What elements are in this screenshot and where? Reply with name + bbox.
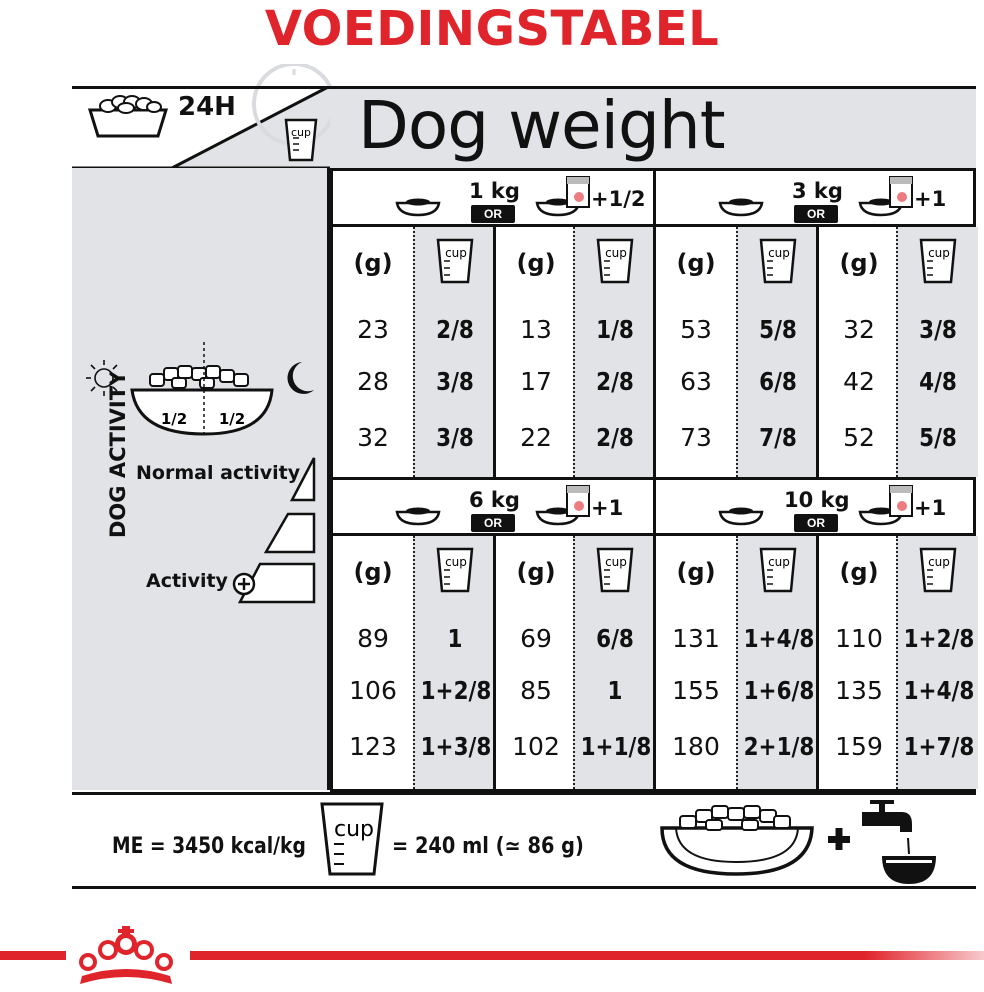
cup-icon (435, 237, 475, 285)
grams-unit: (g) (516, 558, 556, 586)
table-cell: 1+4/8 (743, 624, 815, 653)
table-cell: 1+4/8 (903, 676, 975, 705)
cup-equivalence: = 240 ml (≃ 86 g) (392, 834, 584, 859)
weight-header (656, 480, 973, 536)
footer-cup-label: cup (333, 817, 375, 842)
dog-weight-title: Dog weight (358, 87, 725, 164)
table-cell: 63 (680, 367, 712, 396)
dog-activity-label: DOG ACTIVITY (106, 370, 130, 538)
weight-body (656, 536, 973, 789)
table-cell: 1+3/8 (420, 732, 492, 761)
weight-block (330, 480, 653, 792)
plus-circle-icon (234, 574, 254, 594)
day-night-bowl (80, 338, 320, 438)
mixed-grams-column (493, 536, 576, 789)
food-bowl-icon (90, 96, 166, 136)
dry-cups-column (736, 536, 818, 789)
split-bowl-icon (132, 342, 272, 434)
dry-cups-column (413, 227, 495, 477)
sun-icon (86, 360, 122, 396)
weight-label: 10 kg (784, 488, 850, 512)
weight-label: 6 kg (469, 488, 520, 512)
weight-block (653, 480, 976, 792)
table-cell: 89 (357, 624, 389, 653)
energy-value: ME = 3450 kcal/kg (112, 834, 306, 859)
mixed-cups-column (573, 536, 655, 789)
table-cell: 1 (607, 676, 623, 705)
half-right: 1/2 (218, 410, 246, 428)
or-badge: OR (471, 514, 515, 532)
table-cell: 131 (672, 624, 720, 653)
table-cell: 3/8 (436, 367, 474, 396)
table-cell: 2+1/8 (743, 732, 815, 761)
plus-icon (828, 828, 850, 850)
period-label: 24H (178, 92, 236, 122)
grams-unit: (g) (839, 249, 879, 277)
grams-unit: (g) (676, 558, 716, 586)
cup-icon-label: cup (605, 246, 627, 260)
cup-icon (595, 237, 635, 285)
brand-line-left (0, 951, 66, 960)
wet-pouch-icon (567, 177, 589, 207)
table-cell: 32 (843, 315, 875, 344)
cup-icon (595, 546, 635, 594)
table-cell: 73 (680, 423, 712, 452)
grams-unit: (g) (516, 249, 556, 277)
wet-portion: +1 (914, 187, 947, 211)
table-cell: 32 (357, 423, 389, 452)
cup-icon-label: cup (445, 246, 467, 260)
wet-pouch-icon (890, 486, 912, 516)
cup-icon-label: cup (928, 246, 950, 260)
weight-body (333, 536, 653, 789)
activity-plus-label: Activity (146, 570, 228, 592)
grams-unit: (g) (676, 249, 716, 277)
mixed-cups-column (896, 227, 978, 477)
table-cell: 23 (357, 315, 389, 344)
dry-bowl-icon (720, 508, 762, 525)
cup-icon (918, 237, 958, 285)
cup-icon-label: cup (290, 126, 312, 139)
grams-unit: (g) (353, 249, 393, 277)
table-cell: 155 (672, 676, 720, 705)
table-cell: 85 (520, 676, 552, 705)
table-cell: 1+7/8 (903, 732, 975, 761)
weight-block (330, 168, 653, 480)
weight-header (333, 171, 653, 227)
table-cell: 1+6/8 (743, 676, 815, 705)
large-bowl-icon (662, 806, 812, 874)
brand-line-right (190, 951, 984, 960)
grams-unit: (g) (353, 558, 393, 586)
mixed-grams-column (816, 536, 899, 789)
cup-icon-label: cup (768, 555, 790, 569)
table-cell: 6/8 (759, 367, 797, 396)
weight-body (333, 227, 653, 477)
table-cell: 22 (520, 423, 552, 452)
or-badge: OR (471, 205, 515, 223)
normal-activity-label: Normal activity (136, 462, 301, 484)
footer-top-line (72, 792, 976, 795)
weight-body (656, 227, 973, 477)
dry-cups-column (413, 536, 495, 789)
table-cell: 5/8 (759, 315, 797, 344)
table-cell: 28 (357, 367, 389, 396)
table-cell: 159 (835, 732, 883, 761)
table-cell: 52 (843, 423, 875, 452)
table-cell: 2/8 (596, 367, 634, 396)
table-cell: 123 (349, 732, 397, 761)
wet-portion: +1 (914, 496, 947, 520)
dry-bowl-icon (397, 508, 439, 525)
table-cell: 2/8 (596, 423, 634, 452)
cup-icon-label: cup (768, 246, 790, 260)
food-plus-water (656, 798, 962, 888)
weight-label: 1 kg (469, 179, 520, 203)
table-cell: 6/8 (596, 624, 634, 653)
footer-cup-icon (318, 800, 388, 880)
mixed-cups-column (896, 536, 978, 789)
table-cell: 3/8 (436, 423, 474, 452)
table-cell: 13 (520, 315, 552, 344)
page-title: VOEDINGSTABEL (264, 1, 720, 57)
wet-pouch-icon (890, 177, 912, 207)
or-badge: OR (794, 514, 838, 532)
grams-unit: (g) (839, 558, 879, 586)
mixed-cups-column (573, 227, 655, 477)
table-cell: 42 (843, 367, 875, 396)
cup-icon (758, 546, 798, 594)
mixed-grams-column (816, 227, 899, 477)
table-cell: 7/8 (759, 423, 797, 452)
mixed-grams-column (493, 227, 576, 477)
wet-portion: +1/2 (591, 187, 646, 211)
cup-icon-label: cup (605, 555, 627, 569)
table-cell: 5/8 (919, 423, 957, 452)
table-cell: 3/8 (919, 315, 957, 344)
table-cell: 2/8 (436, 315, 474, 344)
water-tap-icon (862, 800, 936, 884)
weight-header (656, 171, 973, 227)
table-cell: 69 (520, 624, 552, 653)
cup-icon-label: cup (928, 555, 950, 569)
table-cell: 102 (512, 732, 560, 761)
dry-cups-column (736, 227, 818, 477)
weight-block (653, 168, 976, 480)
table-cell: 1 (447, 624, 463, 653)
table-cell: 135 (835, 676, 883, 705)
cup-icon (758, 237, 798, 285)
activity-wedges (230, 452, 320, 612)
table-cell: 106 (349, 676, 397, 705)
crown-logo-icon (70, 926, 182, 988)
half-left: 1/2 (160, 410, 188, 428)
or-badge: OR (794, 205, 838, 223)
table-cell: 180 (672, 732, 720, 761)
cup-icon (918, 546, 958, 594)
cup-icon (286, 120, 316, 160)
dry-bowl-icon (720, 199, 762, 216)
table-cell: 17 (520, 367, 552, 396)
wet-portion: +1 (591, 496, 624, 520)
table-cell: 53 (680, 315, 712, 344)
dry-grams-column (656, 536, 736, 789)
table-cell: 110 (835, 624, 883, 653)
weight-label: 3 kg (792, 179, 843, 203)
table-cell: 1+1/8 (580, 732, 652, 761)
dry-grams-column (656, 227, 736, 477)
table-cell: 1/8 (596, 315, 634, 344)
cup-icon-label: cup (445, 555, 467, 569)
cup-icon (435, 546, 475, 594)
dry-grams-column (333, 536, 413, 789)
table-cell: 1+2/8 (420, 676, 492, 705)
weight-header (333, 480, 653, 536)
table-cell: 4/8 (919, 367, 957, 396)
table-cell: 1+2/8 (903, 624, 975, 653)
wet-pouch-icon (567, 486, 589, 516)
dry-grams-column (333, 227, 413, 477)
moon-icon (287, 362, 314, 394)
dry-bowl-icon (397, 199, 439, 216)
